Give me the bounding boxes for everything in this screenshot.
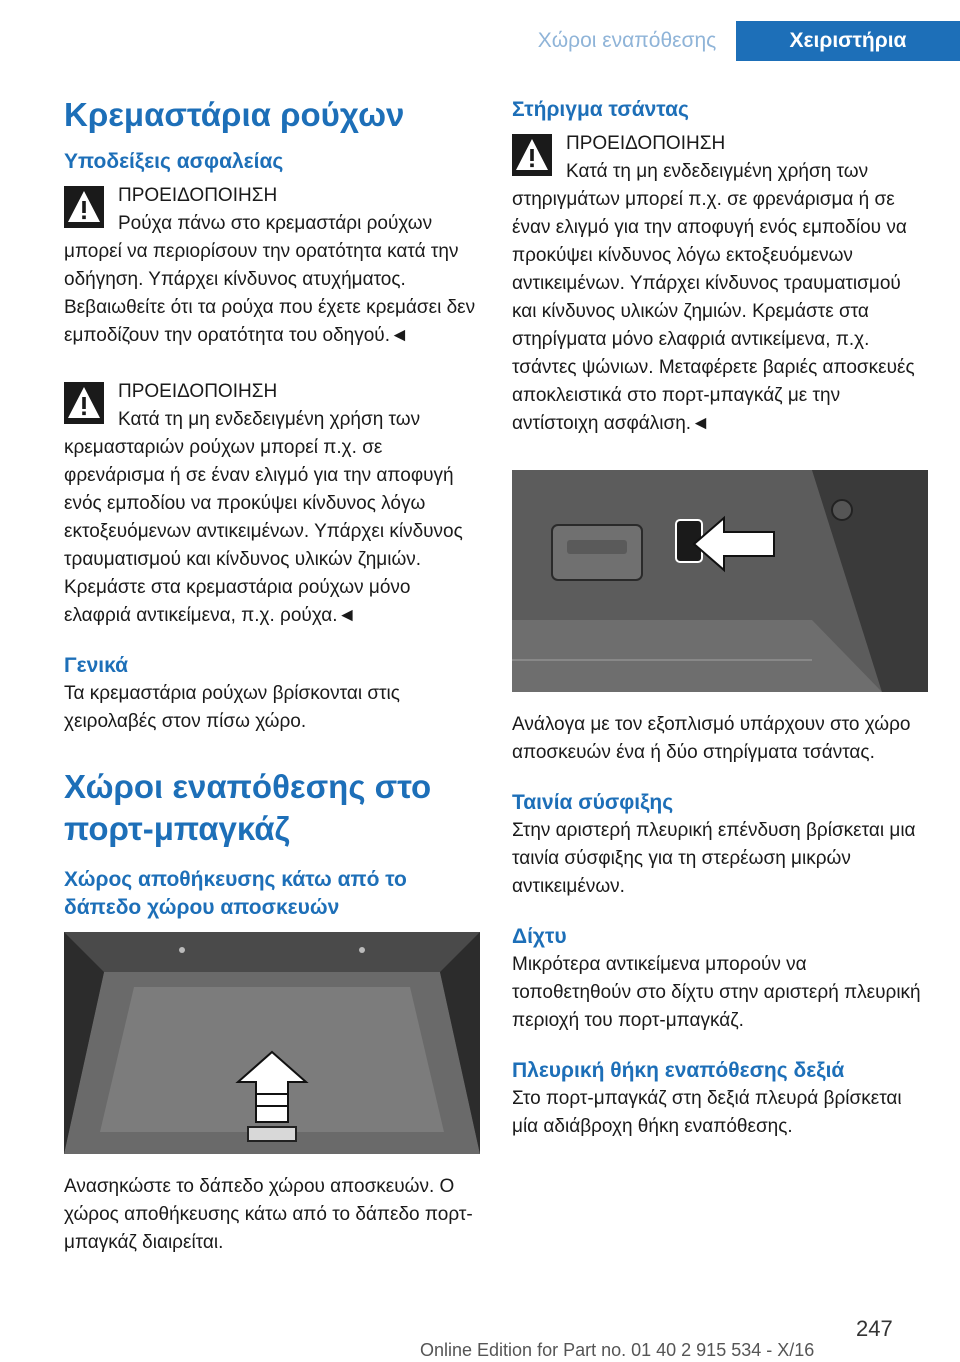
underfloor-text: Ανασηκώστε το δάπεδο χώρου αποσκευών. Ο χώρος αποθήκευσης κάτω από το δάπεδο πορτ-μπαγκάζ διαιρείται. bbox=[64, 1176, 473, 1253]
warning-block-1 bbox=[64, 182, 482, 350]
header-section-tab: Χώροι εναπόθεσης bbox=[537, 29, 717, 52]
bag-hook-text: Ανάλογα με τον εξοπλισμό υπάρχουν στο χώρο αποσκευών ένα ή δύο στηρίγματα τσάντας. bbox=[512, 714, 911, 763]
net-heading: Δίχτυ bbox=[512, 925, 567, 948]
left-column bbox=[64, 96, 482, 1257]
warning-block-2 bbox=[64, 378, 482, 630]
safety-heading: Υποδείξεις ασφαλείας bbox=[64, 150, 284, 173]
net-text: Μικρότερα αντικείμενα μπορούν να τοποθετηθούν στο δίχτυ στην αριστερή πλευρική περιοχή του πορτ-μπαγκάζ. bbox=[512, 954, 921, 1031]
general-text: Τα κρεμαστάρια ρούχων βρίσκονται στις χειρολαβές στον πίσω χώρο. bbox=[64, 683, 400, 732]
warning-triangle-icon bbox=[512, 134, 552, 176]
warning-block-3 bbox=[512, 130, 930, 438]
strap-heading: Ταινία σύσφιξης bbox=[512, 791, 674, 814]
trunk-floor-illustration bbox=[64, 932, 480, 1154]
section-title: Χώροι εναπόθεσης στο πορτ-μπαγκάζ bbox=[64, 768, 432, 847]
general-heading: Γενικά bbox=[64, 654, 129, 677]
bag-hook-heading: Στήριγμα τσάντας bbox=[512, 98, 689, 121]
page-number: 247 bbox=[856, 1316, 893, 1341]
page-title: Κρεμαστάρια ρούχων bbox=[64, 96, 405, 133]
bag-hook-illustration bbox=[512, 470, 928, 692]
side-compartment-heading: Πλευρική θήκη εναπόθεσης δεξιά bbox=[512, 1059, 845, 1082]
strap-text: Στην αριστερή πλευρική επένδυση βρίσκεται μια ταινία σύσφιξης για τη στερέωση μικρών αντικειμένων. bbox=[512, 820, 916, 897]
side-compartment-text: Στο πορτ-μπαγκάζ στη δεξιά πλευρά βρίσκεται μία αδιάβροχη θήκη εναπόθεσης. bbox=[512, 1088, 902, 1137]
right-column bbox=[512, 96, 930, 1141]
warning-text: Κατά τη μη ενδεδειγμένη χρήση των κρεμασταριών ρούχων μπορεί π.χ. σε φρενάρισμα ή σε έναν ελιγμό για την αποφυγή ενός εμποδίου να προκύψει κίνδυνος λόγω εκτοξευόμενων αντικειμένων. Υπάρχει κίνδυνος τραυματισμού και κίνδυνος υλικών ζημιών. Κρεμάστε στα κρεμαστάρια ρούχων μόνο ελαφριά αντικείμενα, π.χ. ρούχα.◄ bbox=[64, 409, 463, 626]
underfloor-heading: Χώρος αποθήκευσης κάτω από το δάπεδο χώρου αποσκευών bbox=[64, 868, 407, 919]
footer-edition: Online Edition for Part no. 01 40 2 915 534 - X/16 bbox=[420, 1340, 815, 1360]
warning-label: ΠΡΟΕΙΔΟΠΟΙΗΣΗ bbox=[566, 133, 726, 154]
warning-triangle-icon bbox=[64, 382, 104, 424]
header-chapter-tab: Χειριστήρια bbox=[736, 21, 960, 61]
warning-label: ΠΡΟΕΙΔΟΠΟΙΗΣΗ bbox=[118, 381, 278, 402]
warning-text: Ρούχα πάνω στο κρεμαστάρι ρούχων μπορεί να περιορίσουν την ορατότητα κατά την οδήγηση. Υπάρχει κίνδυνος ατυχήματος. Βεβαιωθείτε ότι τα ρούχα που έχετε κρεμάσει δεν εμποδίζουν την ορατότητα του οδηγού.◄ bbox=[64, 213, 476, 346]
warning-label: ΠΡΟΕΙΔΟΠΟΙΗΣΗ bbox=[118, 185, 278, 206]
warning-text: Κατά τη μη ενδεδειγμένη χρήση των στηριγμάτων μπορεί π.χ. σε φρενάρισμα ή σε έναν ελιγμό για την αποφυγή ενός εμποδίου να προκύψει κίνδυνος λόγω εκτοξευόμενων αντικειμένων. Υπάρχει κίνδυνος τραυματισμού και κίνδυνος υλικών ζημιών. Κρεμάστε στα στηρίγματα μόνο ελαφριά αντικείμενα, π.χ. τσάντες ψώνιων. Μεταφέρετε βαριές αποσκευές αποκλειστικά στο πορτ-μπαγκάζ με την αντίστοιχη ασφάλιση.◄ bbox=[512, 161, 915, 434]
warning-triangle-icon bbox=[64, 186, 104, 228]
